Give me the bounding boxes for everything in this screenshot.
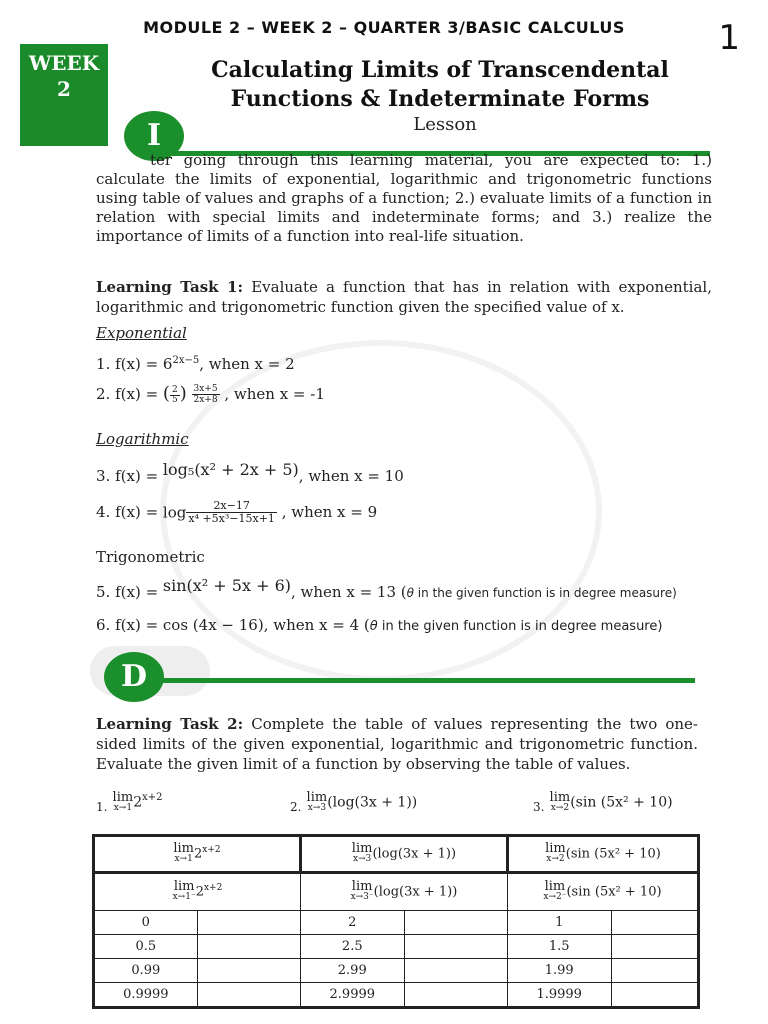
th1-sup: x+2 [202, 845, 221, 856]
limit2-number: 2. [290, 800, 302, 814]
table-subheader-1 [94, 873, 301, 911]
th1-sub: x→1 [174, 854, 193, 864]
lesson-subtitle: Lesson [413, 114, 477, 135]
task2-label: Learning Task 2: [96, 715, 244, 733]
th3-sub: x→2 [546, 854, 565, 864]
table-cell-x: 1.9999 [507, 983, 611, 1008]
item6-prefix: 6. f(x) = cos (4x − 16), when x = 4 ( [96, 616, 370, 634]
item4-expression [163, 500, 277, 525]
tsh1-sup: x+2 [203, 883, 223, 894]
item3-prefix: 3. f(x) = [96, 467, 163, 485]
table-cell-answer[interactable] [197, 911, 300, 935]
table-row [94, 959, 699, 983]
task1-item1 [96, 351, 295, 374]
values-table [92, 834, 700, 1009]
week-badge-label: WEEK [28, 51, 100, 75]
tsh1-sub: x→1⁻ [172, 892, 196, 902]
table-header-3 [507, 836, 698, 873]
task1-item6 [96, 615, 662, 637]
item4-suffix: , when x = 9 [281, 503, 378, 521]
table-cell-answer[interactable] [197, 959, 300, 983]
lesson-title [160, 56, 720, 114]
table-cell-x: 0.5 [94, 935, 198, 959]
task2-instructions [96, 714, 698, 774]
table-cell-x: 0.9999 [94, 983, 198, 1008]
task2-limit-3 [533, 790, 673, 814]
task2-limit-1 [96, 790, 163, 814]
task2-limit-2 [290, 790, 417, 814]
table-cell-x: 0 [94, 911, 198, 935]
table-row [94, 911, 699, 935]
table-header-2 [300, 836, 507, 873]
item2-base-den: 5 [171, 394, 178, 405]
table-header-row [94, 836, 699, 873]
tsh1-lim: lim [173, 879, 195, 894]
table-cell-answer[interactable] [611, 935, 698, 959]
item5-prefix: 5. f(x) = [96, 583, 163, 601]
section-d-rule [150, 678, 695, 683]
item2-prefix: 2. f(x) = [96, 385, 159, 403]
task1-instructions [96, 277, 712, 317]
table-cell-answer[interactable] [404, 935, 507, 959]
item5-expression: sin(x² + 5x + 6) [162, 576, 291, 595]
limit3-number: 3. [533, 800, 545, 814]
item2-exp-den: 2x+8 [193, 395, 218, 405]
table-cell-answer[interactable] [611, 959, 698, 983]
table-cell-x: 0.99 [94, 959, 198, 983]
item2-expression: ( $\frac{2}{5}$ ) $\frac{3x+5}{2x+8}$ [162, 383, 218, 405]
item5-suffix: , when x = 13 ( [291, 583, 407, 601]
table-cell-x: 2.9999 [300, 983, 404, 1008]
table-cell-x: 2.99 [300, 959, 404, 983]
tsh3-sub: x→2⁻ [543, 892, 567, 902]
table-cell-x: 1.5 [507, 935, 611, 959]
tsh3-lim: lim [544, 879, 566, 894]
table-cell-x: 1.99 [507, 959, 611, 983]
tsh2-expr: (log(3x + 1)) [373, 884, 458, 900]
tsh2-sub: x→3⁻ [350, 892, 374, 902]
intro-text: ter going through this learning material, you are expected to: 1.) calculate the limits of exponential, logarithmic and trigonometric functions using table of values and graphs of a function; 2.) evaluate limits of a function in relation with special limits and indeterminate forms; and 3.) realize the importance of limits of a function into real-life situation. [96, 151, 712, 245]
module-header: MODULE 2 – WEEK 2 – QUARTER 3/BASIC CALCULUS [143, 18, 625, 37]
item2-base-num: 2 [171, 384, 178, 395]
item3-suffix: , when x = 10 [298, 467, 404, 485]
item4-den: x⁴ +5x³−15x+1 [188, 512, 275, 525]
task1-text: Evaluate a function that has in relation with exponential, logarithmic and trigonometric function given the specified value of x. [96, 278, 712, 316]
item2-exp-num: 3x+5 [193, 384, 218, 394]
th2-sub: x→3 [352, 854, 372, 864]
table-row [94, 935, 699, 959]
item5-theta: θ [406, 586, 414, 600]
exponential-heading: Exponential [96, 324, 187, 342]
lesson-title-line2: Functions & Indeterminate Forms [230, 86, 650, 112]
table-cell-x: 1 [507, 911, 611, 935]
th1-lim: lim [173, 841, 194, 856]
limit2-expr: (log(3x + 1)) [327, 794, 418, 811]
task2-text: Complete the table of values representing the two one-sided limits of the given exponential, logarithmic and trigonometric function. Evaluate the given limit of a function by observing the table of values. [96, 715, 698, 773]
item5-note: in the given function is in degree measure) [413, 586, 677, 600]
task1-item4 [96, 500, 377, 525]
item4-num: 2x−17 [186, 500, 277, 513]
limit3-sub: x→2 [550, 803, 570, 813]
item4-prefix: 4. f(x) = [96, 503, 159, 521]
week-badge-number: 2 [57, 77, 71, 101]
page-number: 1 [718, 18, 740, 58]
limit3-expr: (sin (5x² + 10) [570, 794, 673, 811]
item4-log: log [162, 503, 187, 522]
item6-note: in the given function is in degree measure) [377, 619, 663, 634]
th3-expr: (sin (5x² + 10) [565, 846, 661, 862]
item2-suffix: , when x = -1 [224, 385, 325, 403]
limit3-lim: lim [549, 790, 571, 805]
task1-label: Learning Task 1: [96, 278, 244, 296]
limit2-lim: lim [306, 790, 328, 805]
section-d-badge: D [104, 652, 164, 702]
table-cell-answer[interactable] [404, 911, 507, 935]
task1-item3 [96, 460, 404, 486]
limit1-number: 1. [96, 800, 108, 814]
limit1-expr: 2 [133, 794, 143, 811]
task1-item2 [96, 384, 325, 406]
limit1-sup: x+2 [142, 792, 163, 804]
table-cell-x: 2.5 [300, 935, 404, 959]
table-cell-answer[interactable] [197, 983, 300, 1008]
logarithmic-heading: Logarithmic [96, 430, 189, 448]
tsh3-expr: (sin (5x² + 10) [566, 884, 662, 900]
section-i-badge: I [124, 111, 184, 161]
th2-lim: lim [351, 841, 373, 856]
th1-expr: 2 [193, 846, 203, 862]
week-badge [20, 44, 108, 146]
tsh2-lim: lim [351, 879, 373, 894]
table-subheader-3 [507, 873, 698, 911]
table-cell-answer[interactable] [197, 935, 300, 959]
item3-expression: log₅(x² + 2x + 5) [162, 460, 299, 479]
table-subheader-row [94, 873, 699, 911]
th2-expr: (log(3x + 1)) [372, 846, 457, 862]
table-cell-answer[interactable] [404, 959, 507, 983]
table-subheader-2 [300, 873, 507, 911]
limit2-sub: x→3 [307, 803, 327, 813]
table-header-1 [94, 836, 301, 873]
item6-theta: θ [369, 619, 378, 634]
table-row [94, 983, 699, 1008]
lesson-title-line1: Calculating Limits of Transcendental [211, 57, 669, 83]
limit1-sub: x→1 [113, 803, 133, 813]
tsh1-expr: 2 [195, 884, 204, 900]
table-cell-answer[interactable] [404, 983, 507, 1008]
intro-paragraph [96, 151, 712, 246]
table-cell-answer[interactable] [611, 983, 698, 1008]
task1-item5 [96, 576, 677, 603]
item1-prefix: 1. f(x) = 6 [96, 355, 173, 373]
item1-exponent: 2x−5 [172, 355, 200, 366]
item1-suffix: , when x = 2 [199, 355, 295, 373]
trigonometric-heading: Trigonometric [96, 548, 205, 566]
table-cell-x: 2 [300, 911, 404, 935]
limit1-lim: lim [112, 790, 134, 805]
th3-lim: lim [545, 841, 566, 856]
table-cell-answer[interactable] [611, 911, 698, 935]
